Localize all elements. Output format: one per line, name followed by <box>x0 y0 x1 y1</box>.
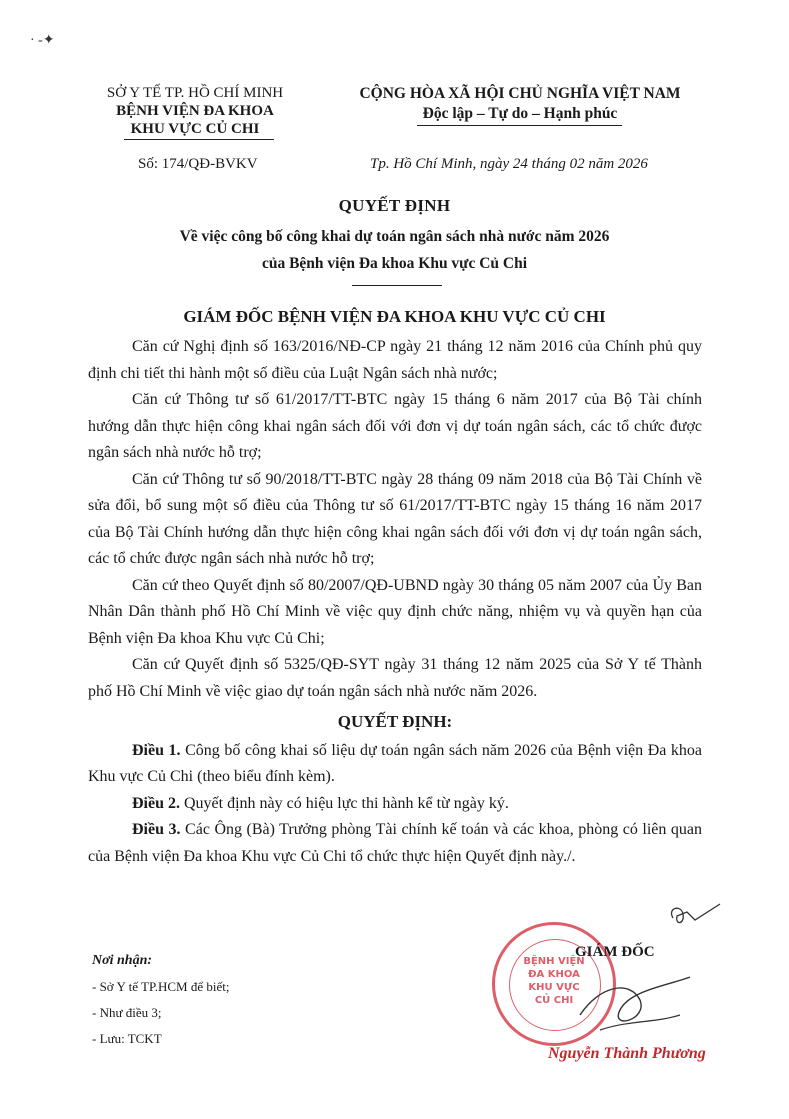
recital: Căn cứ Quyết định số 5325/QĐ-SYT ngày 31 tháng 12 năm 2025 của Sở Y tế Thành phố Hồ Chí Minh về việc giao dự toán ngân sách nhà nước năm 2026. <box>88 656 702 700</box>
recipients-block <box>92 948 229 1052</box>
issuer-hospital-line2: KHU VỰC CỦ CHI <box>130 121 260 137</box>
nation-name: CỘNG HÒA XÃ HỘI CHỦ NGHĨA VIỆT NAM <box>359 85 681 102</box>
national-header <box>330 84 710 124</box>
signatory-title: GIÁM ĐỐC <box>575 944 655 960</box>
issuer-underline <box>124 139 274 140</box>
issuer-hospital-line1: BỆNH VIỆN ĐA KHOA <box>116 103 274 119</box>
motto-underline <box>417 125 622 126</box>
document-date: Tp. Hồ Chí Minh, ngày 24 tháng 02 năm 2026 <box>370 156 648 172</box>
article-label: Điều 2. <box>132 794 180 812</box>
document-body <box>88 334 702 870</box>
title-underline <box>352 285 442 286</box>
issuing-authority: GIÁM ĐỐC BỆNH VIỆN ĐA KHOA KHU VỰC CỦ CHI <box>183 307 606 326</box>
recital: Căn cứ theo Quyết định số 80/2007/QĐ-UBND ngày 30 tháng 05 năm 2007 của Ủy Ban Nhân Dân thành phố Hồ Chí Minh về việc quy định chức năng, nhiệm vụ và quyền hạn của Bệnh viện Đa khoa Khu vực Củ Chi; <box>88 576 702 647</box>
recipient-item: - Sở Y tế TP.HCM để biết; <box>92 979 230 994</box>
recipient-item: - Như điều 3; <box>92 1005 162 1020</box>
seal-line: KHU VỰC <box>528 982 580 993</box>
article-2 <box>88 791 702 818</box>
subject-line-2: của Bệnh viện Đa khoa Khu vực Củ Chi <box>261 255 528 272</box>
article-label: Điều 1. <box>132 741 181 759</box>
article-text: Quyết định này có hiệu lực thi hành kể từ ngày ký. <box>180 794 509 812</box>
seal-line: BỆNH VIỆN <box>523 956 585 967</box>
national-motto: Độc lập – Tự do – Hạnh phúc <box>422 105 618 122</box>
recital: Căn cứ Thông tư số 61/2017/TT-BTC ngày 15 tháng 6 năm 2017 của Bộ Tài chính hướng dẫn thực hiện công khai ngân sách đối với đơn vị dự toán ngân sách, các tổ chức được ngân sách nhà nước hỗ trợ; <box>88 391 702 461</box>
issuer-department: SỞ Y TẾ TP. HỒ CHÍ MINH <box>106 85 284 101</box>
initials-signature <box>665 900 725 930</box>
document-number: Số: 174/QĐ-BVKV <box>138 156 258 172</box>
recipients-heading: Nơi nhận: <box>92 953 153 968</box>
signatory-name: Nguyễn Thành Phương <box>548 1045 706 1062</box>
article-1 <box>88 738 702 791</box>
decision-heading: QUYẾT ĐỊNH: <box>337 712 453 731</box>
article-label: Điều 3. <box>132 821 181 838</box>
recital: Căn cứ Thông tư số 90/2018/TT-BTC ngày 28 tháng 09 năm 2018 của Bộ Tài Chính về sửa đổi, bổ sung một số điều của Thông tư số 61/2017/TT-BTC ngày 15 tháng 16 năm 2017 của Bộ Tài Chính hướng dẫn thực hiện công khai ngân sách đối với đơn vị dự toán ngân sách, các tổ chức được ngân sách nhà nước hỗ trợ; <box>88 470 702 567</box>
document-title: QUYẾT ĐỊNH <box>338 196 451 215</box>
article-3 <box>88 817 702 870</box>
subject-line-1: Về việc công bố công khai dự toán ngân sách nhà nước năm 2026 <box>179 228 610 245</box>
seal-line: ĐA KHOA <box>528 969 580 980</box>
handwritten-signature <box>560 975 700 1045</box>
article-text: Các Ông (Bà) Trưởng phòng Tài chính kế toán và các khoa, phòng có liên quan của Bệnh viện Đa khoa Khu vực Củ Chi tổ chức thực hiện Quyết định này./. <box>88 821 703 865</box>
recipient-item: - Lưu: TCKT <box>92 1031 162 1046</box>
document-subject <box>0 223 789 277</box>
recital: Căn cứ Nghị định số 163/2016/NĐ-CP ngày 21 tháng 12 năm 2016 của Chính phủ quy định chi tiết thi hành một số điều của Luật Ngân sách nhà nước; <box>88 338 702 382</box>
seal-line: CỦ CHI <box>534 995 574 1006</box>
article-text: Công bố công khai số liệu dự toán ngân sách năm 2026 của Bệnh viện Đa khoa Khu vực Củ Chi (theo biểu đính kèm). <box>88 741 703 785</box>
issuer-block <box>70 84 320 138</box>
scan-mark: · -✦ <box>30 33 55 48</box>
